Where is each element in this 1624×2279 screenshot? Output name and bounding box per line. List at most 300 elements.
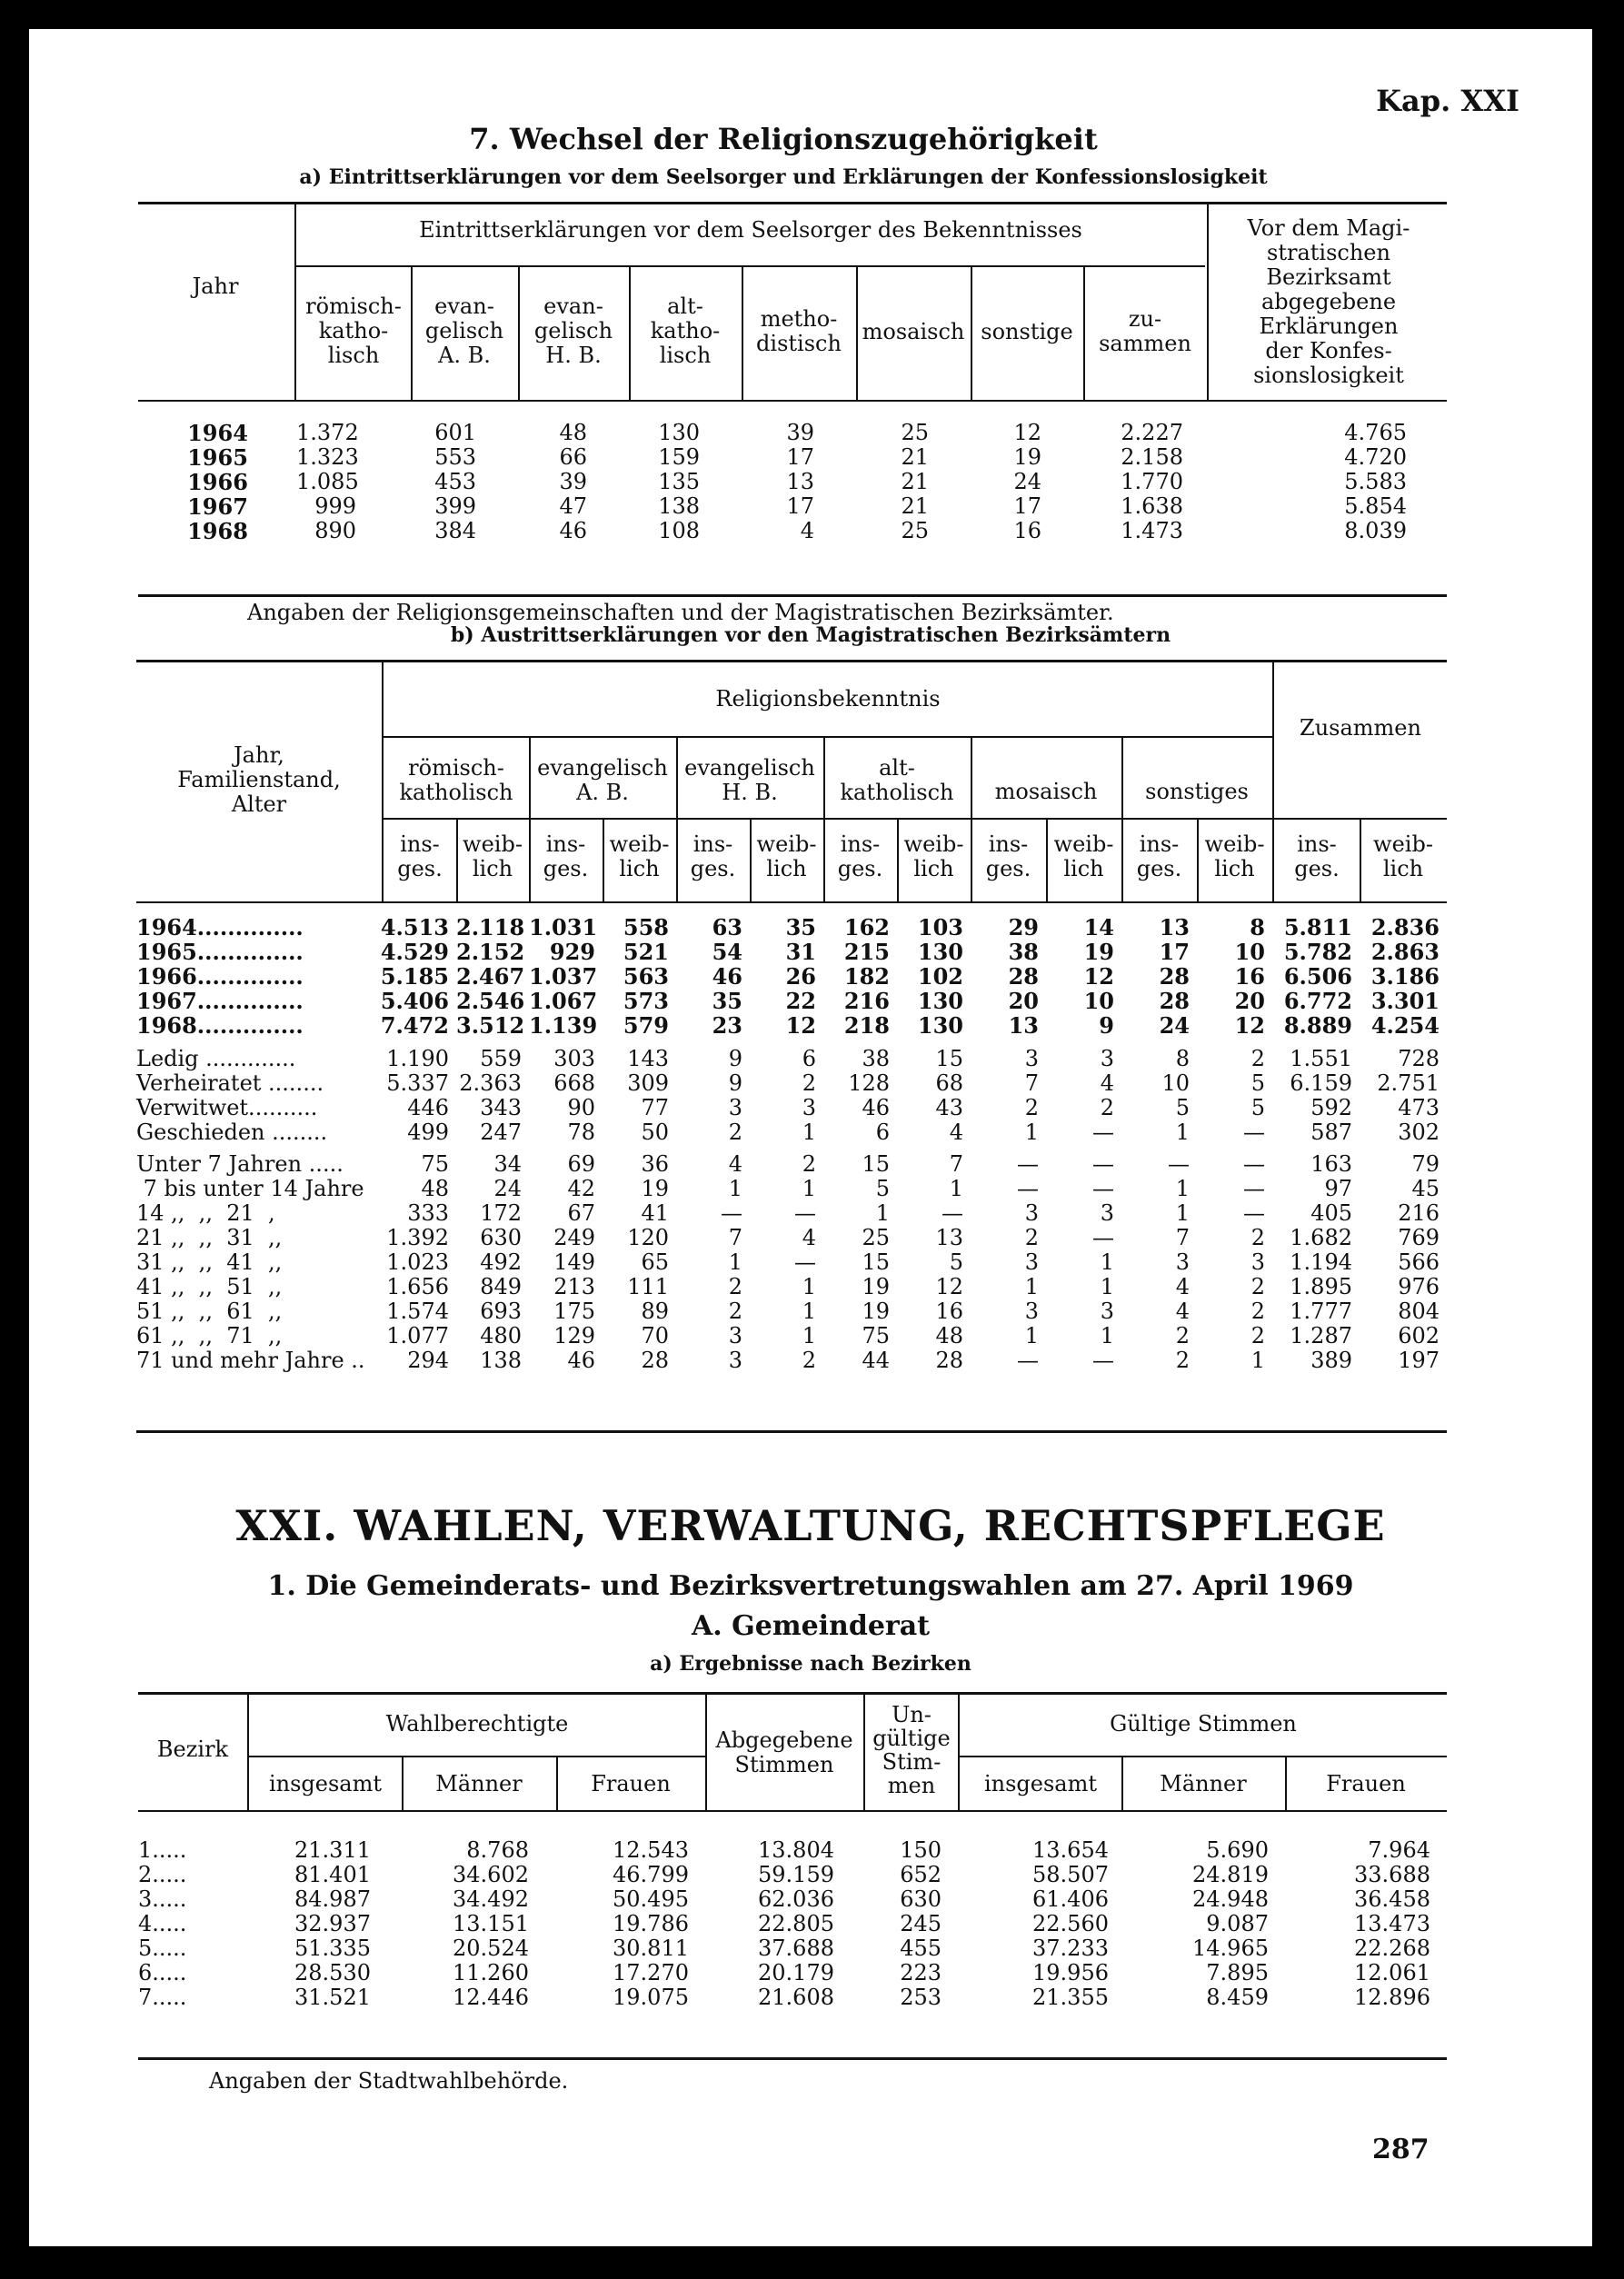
cell: 120 xyxy=(627,1225,669,1250)
cell: 4.720 xyxy=(1344,444,1407,470)
cell: 24.819 xyxy=(1192,1862,1269,1887)
cell: 46 xyxy=(862,1095,890,1120)
cell: — xyxy=(1017,1176,1039,1201)
sub-divider xyxy=(1121,1757,1123,1810)
row-label: 14 ,, ,, 21 , xyxy=(136,1200,275,1226)
cell: 24 xyxy=(493,1176,522,1201)
cell: 4.529 xyxy=(380,939,449,965)
cell: 602 xyxy=(1398,1323,1440,1348)
cell: 197 xyxy=(1398,1348,1440,1373)
cell: 1 xyxy=(728,1249,742,1275)
row-label: 7 bis unter 14 Jahre xyxy=(136,1176,364,1201)
cell: 2 xyxy=(1100,1095,1114,1120)
cell: 5 xyxy=(875,1176,890,1201)
cell: 5 xyxy=(949,1249,963,1275)
cell: 44 xyxy=(862,1348,890,1373)
sub-divider xyxy=(1046,820,1048,901)
cell: 213 xyxy=(553,1274,595,1299)
column-header: evan- gelisch A. B. xyxy=(424,294,504,368)
cell: 302 xyxy=(1398,1120,1440,1145)
cell: 1 xyxy=(728,1176,742,1201)
cell: 1 xyxy=(949,1176,963,1201)
cell: 9 xyxy=(1099,1012,1114,1039)
column-divider xyxy=(411,267,413,400)
cell: 43 xyxy=(935,1095,963,1120)
cell: 7.472 xyxy=(380,1012,449,1039)
cell: 1.574 xyxy=(386,1299,449,1324)
cell: 216 xyxy=(843,988,890,1014)
section-title: 7. Wechsel der Religionszugehörigkeit xyxy=(469,122,1098,156)
cell: 5.690 xyxy=(1206,1837,1269,1863)
cell: 405 xyxy=(1310,1200,1352,1226)
sub-header-weiblich: weib- lich xyxy=(609,831,670,881)
cell: 5.854 xyxy=(1344,493,1407,519)
col-first-header: Jahr, Familienstand, Alter xyxy=(177,742,341,817)
cell: 39 xyxy=(786,420,814,445)
cell: 4.254 xyxy=(1370,1012,1440,1039)
cell: 1.067 xyxy=(529,988,598,1014)
cell: 253 xyxy=(900,1985,942,2010)
cell: 3.301 xyxy=(1370,988,1440,1014)
cell: 62.036 xyxy=(758,1886,834,1912)
table-row xyxy=(136,1070,1447,1095)
cell: 668 xyxy=(553,1070,595,1096)
cell: 34.492 xyxy=(453,1886,529,1912)
cell: — xyxy=(1017,1348,1039,1373)
row-label: 1967.............. xyxy=(136,988,304,1014)
cell: 1 xyxy=(1175,1176,1190,1201)
cell: 138 xyxy=(480,1348,522,1373)
cell: 89 xyxy=(641,1299,669,1324)
cell: 2.467 xyxy=(456,963,525,990)
table-row xyxy=(138,1862,1447,1886)
column-header: evan- gelisch H. B. xyxy=(533,294,613,368)
cell: 2 xyxy=(728,1274,742,1299)
sub-divider xyxy=(402,1757,404,1810)
sub-divider xyxy=(556,1757,558,1810)
cell: 3 xyxy=(1100,1046,1114,1071)
cell: 5.811 xyxy=(1283,914,1352,940)
sub-header-wahl: Frauen xyxy=(591,1771,671,1796)
cell: 2 xyxy=(1024,1095,1039,1120)
cell: 8.768 xyxy=(466,1837,529,1863)
chapter-label: Kap. XXI xyxy=(1376,84,1519,118)
cell: 3 xyxy=(728,1348,742,1373)
cell: 78 xyxy=(567,1120,595,1145)
cell: 1.777 xyxy=(1290,1299,1352,1324)
table-row xyxy=(136,914,1447,939)
table-row xyxy=(136,1120,1447,1144)
cell: 129 xyxy=(553,1323,595,1348)
cell: 7 xyxy=(1175,1225,1190,1250)
cell: 36.458 xyxy=(1354,1886,1430,1912)
source-c: Angaben der Stadtwahlbehörde. xyxy=(209,2068,569,2094)
cell: 2.363 xyxy=(459,1070,522,1096)
table-row xyxy=(136,1249,1447,1274)
table-row xyxy=(136,1151,1447,1176)
cell: 159 xyxy=(658,444,700,470)
cell: 5.337 xyxy=(386,1070,449,1096)
cell: 13.654 xyxy=(1032,1837,1109,1863)
table-row xyxy=(136,1348,1447,1372)
cell: 4 xyxy=(1100,1070,1114,1096)
cell: 473 xyxy=(1398,1095,1440,1120)
row-label: 1965.............. xyxy=(136,939,304,965)
cell: 12 xyxy=(1234,1012,1265,1039)
row-label: 31 ,, ,, 41 ,, xyxy=(136,1249,283,1275)
cell: 2.152 xyxy=(456,939,525,965)
cell: — xyxy=(1092,1151,1114,1177)
cell: 12 xyxy=(785,1012,816,1039)
cell: 652 xyxy=(900,1862,942,1887)
sub-header-weiblich: weib- lich xyxy=(903,831,964,881)
table-row xyxy=(138,1886,1447,1911)
cell: 389 xyxy=(1310,1348,1352,1373)
cell: 14 xyxy=(1083,914,1114,940)
cell: 16 xyxy=(935,1299,963,1324)
cell: 849 xyxy=(480,1274,522,1299)
cell: 37.233 xyxy=(1032,1936,1109,1961)
cell: 3 xyxy=(1250,1249,1265,1275)
group-gueltig-header: Gültige Stimmen xyxy=(1110,1711,1297,1737)
cell: 162 xyxy=(843,914,890,940)
cell: 1 xyxy=(1100,1323,1114,1348)
cell: 130 xyxy=(917,988,963,1014)
cell: 1.077 xyxy=(386,1323,449,1348)
cell: 4 xyxy=(802,1225,816,1250)
section2-part: A. Gemeinderat xyxy=(691,1610,931,1642)
cell: 6.159 xyxy=(1290,1070,1352,1096)
cell: 521 xyxy=(623,939,669,965)
cell: 2 xyxy=(802,1070,816,1096)
cell: — xyxy=(1243,1200,1265,1226)
cell: 21 xyxy=(901,444,929,470)
cell: 143 xyxy=(627,1046,669,1071)
sub-header-wahl: insgesamt xyxy=(268,1771,383,1796)
row-label: 61 ,, ,, 71 ,, xyxy=(136,1323,283,1348)
cell: 22.560 xyxy=(1032,1911,1109,1936)
cell: 5.583 xyxy=(1344,469,1407,494)
cell: 3 xyxy=(728,1095,742,1120)
cell: 48 xyxy=(935,1323,963,1348)
table-row xyxy=(136,963,1447,988)
cell: 2 xyxy=(1250,1299,1265,1324)
cell: 46 xyxy=(712,963,742,990)
cell: 21 xyxy=(901,493,929,519)
group-header: sonstiges xyxy=(1145,779,1249,804)
group-wahl-header: Wahlberechtigte xyxy=(385,1711,569,1737)
sub-header-weiblich: weib- lich xyxy=(756,831,817,881)
cell: 1 xyxy=(1024,1274,1039,1299)
cell: — xyxy=(1243,1120,1265,1145)
column-header: römisch- katho- lisch xyxy=(305,294,402,368)
cell: 9.087 xyxy=(1206,1911,1269,1936)
cell: 218 xyxy=(843,1012,890,1039)
cell: 1 xyxy=(875,1200,890,1226)
cell: 25 xyxy=(862,1225,890,1250)
cell: 13 xyxy=(1159,914,1190,940)
cell: 929 xyxy=(549,939,595,965)
cell: 19 xyxy=(641,1176,669,1201)
row-year: 1968 xyxy=(187,518,248,544)
cell: 13 xyxy=(786,469,814,494)
cell: 3 xyxy=(1024,1299,1039,1324)
cell: 12 xyxy=(1083,963,1114,990)
column-divider xyxy=(856,267,858,400)
cell: 51.335 xyxy=(294,1936,371,1961)
cell: 34.602 xyxy=(453,1862,529,1887)
cell: 50 xyxy=(641,1120,669,1145)
cell: 28 xyxy=(1159,963,1190,990)
table-row xyxy=(138,1936,1447,1960)
cell: 90 xyxy=(567,1095,595,1120)
sub-divider xyxy=(1285,1757,1287,1810)
cell: 75 xyxy=(421,1151,449,1177)
cell: 23 xyxy=(712,1012,742,1039)
row-bezirk: 6..... xyxy=(138,1960,187,1985)
sub-header-insges: ins- ges. xyxy=(985,831,1031,881)
cell: — xyxy=(794,1249,816,1275)
cell: 492 xyxy=(480,1249,522,1275)
cell: 21 xyxy=(901,469,929,494)
total-header: Zusammen xyxy=(1300,715,1421,741)
cell: 16 xyxy=(1013,518,1041,543)
table-row xyxy=(136,1012,1447,1037)
row-label: Verheiratet ........ xyxy=(136,1070,324,1096)
cell: 28 xyxy=(935,1348,963,1373)
table-row xyxy=(136,1176,1447,1200)
cell: 19 xyxy=(862,1299,890,1324)
sub-divider xyxy=(1197,820,1199,901)
cell: 2 xyxy=(728,1120,742,1145)
cell: 1 xyxy=(1175,1120,1190,1145)
cell: 247 xyxy=(480,1120,522,1145)
cell: 1.473 xyxy=(1121,518,1183,543)
cell: 34 xyxy=(493,1151,522,1177)
cell: 215 xyxy=(843,939,890,965)
cell: 8 xyxy=(1175,1046,1190,1071)
cell: 587 xyxy=(1310,1120,1352,1145)
sub-divider xyxy=(897,820,899,901)
sub-header-gueltig: Frauen xyxy=(1326,1771,1406,1796)
table-row xyxy=(136,939,1447,963)
section2-sub-a: a) Ergebnisse nach Bezirken xyxy=(650,1652,971,1676)
cell: 2 xyxy=(1250,1323,1265,1348)
col-bezirk-header: Bezirk xyxy=(156,1737,229,1762)
row-bezirk: 4..... xyxy=(138,1911,187,1936)
cell: 4 xyxy=(800,518,814,543)
row-label: Verwitwet.......... xyxy=(136,1095,318,1120)
column-header: metho- distisch xyxy=(756,306,842,356)
table-row xyxy=(138,469,1447,493)
cell: 1.551 xyxy=(1290,1046,1352,1071)
cell: — xyxy=(942,1200,963,1226)
column-header: mosaisch xyxy=(862,319,965,344)
cell: 22.805 xyxy=(758,1911,834,1936)
cell: 36 xyxy=(641,1151,669,1177)
cell: 7 xyxy=(949,1151,963,1177)
cell: 1.682 xyxy=(1290,1225,1352,1250)
cell: 558 xyxy=(623,914,669,940)
cell: 61.406 xyxy=(1032,1886,1109,1912)
sub-divider xyxy=(750,820,752,901)
cell: 14.965 xyxy=(1192,1936,1269,1961)
cell: 19.956 xyxy=(1032,1960,1109,1985)
table-row xyxy=(138,1911,1447,1936)
cell: — xyxy=(1243,1151,1265,1177)
cell: 553 xyxy=(434,444,476,470)
table-row xyxy=(136,1200,1447,1225)
sub-header-gueltig: Männer xyxy=(1160,1771,1247,1796)
group-header: mosaisch xyxy=(994,779,1098,804)
cell: 81.401 xyxy=(294,1862,371,1887)
table-row xyxy=(136,1323,1447,1348)
row-year: 1965 xyxy=(187,444,248,471)
sub-header-insges: ins- ges. xyxy=(690,831,736,881)
cell: 1.770 xyxy=(1121,469,1183,494)
cell: 11.260 xyxy=(453,1960,529,1985)
column-divider xyxy=(518,267,520,400)
cell: 4.513 xyxy=(380,914,449,940)
cell: 309 xyxy=(627,1070,669,1096)
cell: 245 xyxy=(900,1911,942,1936)
cell: 2 xyxy=(1250,1274,1265,1299)
cell: — xyxy=(1092,1176,1114,1201)
cell: 28 xyxy=(1008,963,1039,990)
row-bezirk: 1..... xyxy=(138,1837,187,1863)
cell: 294 xyxy=(407,1348,449,1373)
cell: — xyxy=(1017,1151,1039,1177)
cell: 559 xyxy=(480,1046,522,1071)
cell: 601 xyxy=(434,420,476,445)
sub-header-insges: ins- ges. xyxy=(837,831,883,881)
subtitle-b: b) Austrittserklärungen vor den Magistratischen Bezirksämtern xyxy=(450,623,1171,647)
cell: 20 xyxy=(1234,988,1265,1014)
cell: 3.512 xyxy=(456,1012,525,1039)
cell: 1.372 xyxy=(296,420,359,445)
cell: 41 xyxy=(641,1200,669,1226)
group-header-a: Eintrittserklärungen vor dem Seelsorger des Bekenntnisses xyxy=(419,217,1082,243)
table-row xyxy=(136,1299,1447,1323)
cell: 67 xyxy=(567,1200,595,1226)
cell: 216 xyxy=(1398,1200,1440,1226)
row-bezirk: 5..... xyxy=(138,1936,187,1961)
table-row xyxy=(138,1985,1447,2009)
cell: 46 xyxy=(567,1348,595,1373)
sub-header-gueltig: insgesamt xyxy=(983,1771,1098,1796)
cell: 24.948 xyxy=(1192,1886,1269,1912)
section2-title: XXI. WAHLEN, VERWALTUNG, RECHTSPFLEGE xyxy=(235,1501,1386,1550)
cell: 15 xyxy=(935,1046,963,1071)
cell: 15 xyxy=(862,1249,890,1275)
cell: 630 xyxy=(480,1225,522,1250)
cell: 303 xyxy=(553,1046,595,1071)
cell: 4 xyxy=(1175,1299,1190,1324)
row-label: Geschieden ........ xyxy=(136,1120,328,1145)
cell: 2.227 xyxy=(1121,420,1183,445)
cell: 1.895 xyxy=(1290,1274,1352,1299)
cell: 976 xyxy=(1398,1274,1440,1299)
cell: 65 xyxy=(641,1249,669,1275)
sub-header-weiblich: weib- lich xyxy=(1373,831,1433,881)
col-year-header: Jahr xyxy=(192,274,239,299)
column-header: zu- sammen xyxy=(1099,306,1191,356)
cell: 1 xyxy=(1250,1348,1265,1373)
cell: 3 xyxy=(1024,1249,1039,1275)
cell: 4 xyxy=(1175,1274,1190,1299)
cell: 10 xyxy=(1083,988,1114,1014)
cell: 1 xyxy=(802,1323,816,1348)
cell: 4.765 xyxy=(1344,420,1407,445)
cell: 13.473 xyxy=(1354,1911,1430,1936)
cell: 2.118 xyxy=(456,914,525,940)
cell: 3 xyxy=(728,1323,742,1348)
column-divider xyxy=(742,267,743,400)
cell: 20.524 xyxy=(453,1936,529,1961)
cell: 7 xyxy=(1024,1070,1039,1096)
cell: 3 xyxy=(1024,1200,1039,1226)
table-row xyxy=(136,1274,1447,1299)
cell: 130 xyxy=(658,420,700,445)
cell: 566 xyxy=(1398,1249,1440,1275)
cell: 63 xyxy=(712,914,742,940)
cell: 17 xyxy=(1159,939,1190,965)
sub-divider xyxy=(456,820,458,901)
cell: 2.836 xyxy=(1370,914,1440,940)
cell: 17 xyxy=(1013,493,1041,519)
cell: 138 xyxy=(658,493,700,519)
cell: 102 xyxy=(917,963,963,990)
cell: 1.085 xyxy=(296,469,359,494)
subtitle-a: a) Eintrittserklärungen vor dem Seelsorger und Erklärungen der Konfessionslosigkeit xyxy=(299,165,1268,189)
cell: 1.031 xyxy=(529,914,598,940)
cell: 38 xyxy=(1008,939,1039,965)
cell: 1.392 xyxy=(386,1225,449,1250)
cell: 10 xyxy=(1234,939,1265,965)
cell: 399 xyxy=(434,493,476,519)
cell: 1 xyxy=(1100,1249,1114,1275)
cell: 12 xyxy=(935,1274,963,1299)
cell: 4 xyxy=(949,1120,963,1145)
cell: 1.139 xyxy=(529,1012,598,1039)
sub-header-insges: ins- ges. xyxy=(397,831,443,881)
cell: 3 xyxy=(802,1095,816,1120)
cell: 9 xyxy=(728,1070,742,1096)
cell: 12.543 xyxy=(613,1837,689,1863)
cell: 630 xyxy=(900,1886,942,1912)
cell: 42 xyxy=(567,1176,595,1201)
cell: 1.190 xyxy=(386,1046,449,1071)
cell: 5.782 xyxy=(1283,939,1352,965)
cell: 35 xyxy=(785,914,816,940)
cell: 135 xyxy=(658,469,700,494)
cell: 2 xyxy=(802,1348,816,1373)
cell: 66 xyxy=(559,444,587,470)
row-label: 1964.............. xyxy=(136,914,304,940)
cell: 22.268 xyxy=(1354,1936,1430,1961)
cell: 15 xyxy=(862,1151,890,1177)
cell: 149 xyxy=(553,1249,595,1275)
cell: 48 xyxy=(559,420,587,445)
cell: 33.688 xyxy=(1354,1862,1430,1887)
cell: 128 xyxy=(848,1070,890,1096)
cell: 79 xyxy=(1411,1151,1440,1177)
row-label: 71 und mehr Jahre .. xyxy=(136,1348,365,1373)
cell: 13 xyxy=(1008,1012,1039,1039)
cell: — xyxy=(1092,1225,1114,1250)
cell: 1 xyxy=(1024,1323,1039,1348)
cell: 12.896 xyxy=(1354,1985,1430,2010)
